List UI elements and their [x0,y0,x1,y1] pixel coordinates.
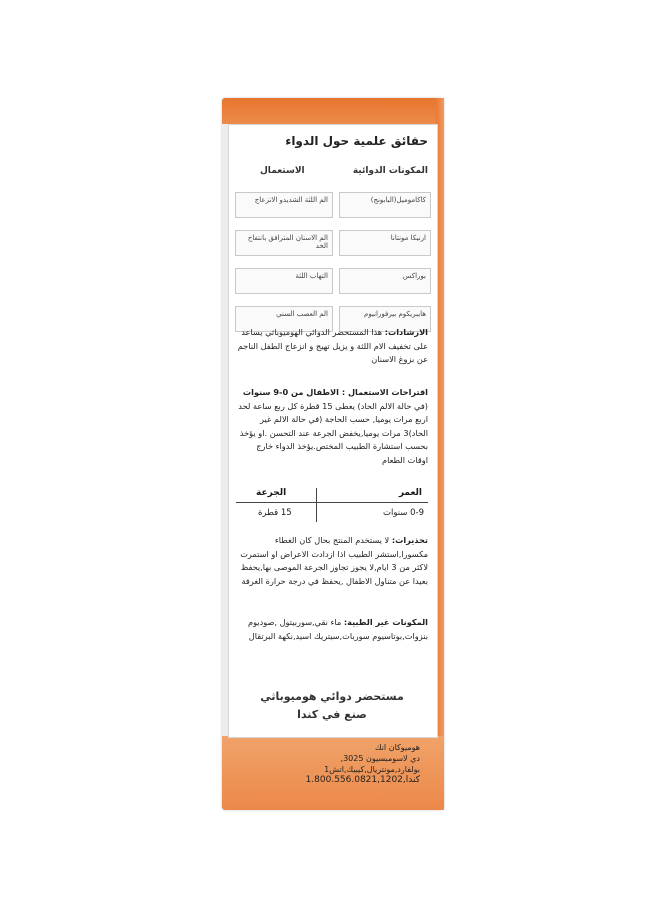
ingredient-cell: بوراكس [339,268,431,294]
instructions-text: هذا المستحضر الدوائي الهوميوباثي يساعد على تخفيف الام اللثة و يزيل تهيج و انزعاج الطفل الناجم عن بزوغ الاسنان [237,327,428,364]
use-cell: الم اللثة الشديدو الانزعاج [235,192,333,218]
ingredient-cell: ارنيكا مونتانا [339,230,431,256]
column-headers [232,166,428,180]
inactive-label: المكونات غير الطبية: [343,617,428,627]
dose-value: 15 قطرة [258,508,292,518]
warnings-paragraph [236,534,428,588]
address-line-4: كندا,1.800.556.0821,1202 [305,775,420,785]
usage-label: اقتراحات الاستعمال : الاطفال من 0-9 سنوات [242,387,428,397]
dose-header: الجرعة [256,488,287,498]
usage-paragraph [236,386,428,467]
dose-table-divider [236,502,428,503]
usage-text: (في حالة الالم الحاد) يعطى 15 قطرة كل ربع ساعة لحد اربع مرات يوميا, حسب الحاجة (في حالة الالم غير الحاد)3 مرات يوميا,يخفض الجرعة عند التحسن .او يؤخذ بحسب استشارة الطبيب المختص.يؤخذ الدواء خارج اوقات الطعام [238,400,428,465]
use-cell: الم الاسنان المترافق بانتفاخ الخد [235,230,333,256]
ingredient-cell: هايبريكوم بيرفورانيوم [339,306,431,332]
instructions-label: الارشادات: [384,327,428,337]
warnings-text: لا يستخدم المنتج بحال كان الغطاء مكسورا,استشر الطبيب اذا ازدادت الاعراض او استمرت لاكثر من 3 ايام,لا يجوز تجاوز الجرعة الموصى بها,يحفظ بعيدا عن متناول الاطفال ,يحفظ في درجة حرارة الغرفة [240,535,428,586]
age-value: 0-9 سنوات [382,508,424,518]
ingredient-cell: كاكاموميل(البابونج) [339,192,431,218]
manufacturer-address [292,742,420,786]
use-cell: الم العصب السني [235,306,333,332]
table-row [235,192,431,222]
address-line-2: دي لاسومبسيون 3025, [340,754,420,763]
dose-table [236,486,428,524]
instructions-paragraph [236,326,428,367]
address-line-1: هوميوكان انك [374,743,420,752]
address-line-3: بولفارد,مونتريال,كيبيك,اتش1 [324,765,420,774]
top-orange-stripe [222,98,444,124]
ingredients-header: المكونات الدوائية [352,166,428,176]
table-row [235,230,431,260]
footer-line-1: مستحضر دوائي هوميوباثي [260,690,404,703]
use-cell: التهاب اللثة [235,268,333,294]
table-row [235,268,431,298]
footer-line-2: صنع في كندا [297,708,367,721]
age-header: العمر [398,488,422,498]
inactive-paragraph [236,616,428,643]
ingredients-grid [235,192,431,344]
page-title: حقائق علمية حول الدواء [285,134,428,148]
warnings-label: تحذيرات: [391,535,428,545]
use-header: الاستعمال [260,166,305,176]
dose-table-column-divider [316,488,317,522]
inactive-text: ماء نقي,سوربيتول ,صوديوم بنزوات,بوتاسيوم سوربات,سيتريك اسيد,نكهة البرتقال [248,617,428,641]
